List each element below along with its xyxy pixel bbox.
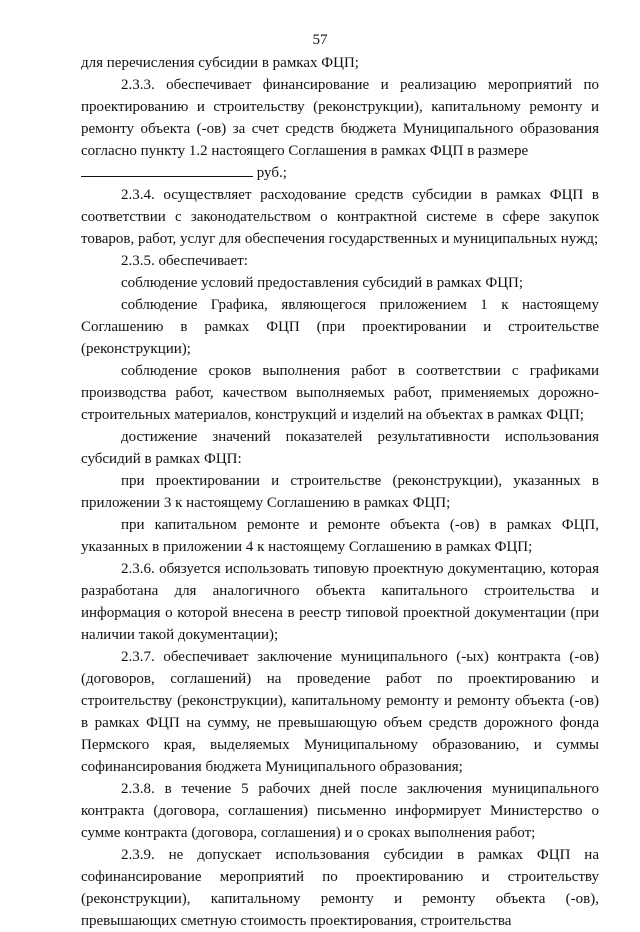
amount-blank-line <box>81 162 253 177</box>
paragraph-deadlines: соблюдение сроков выполнения работ в соответствии с графиками производства работ, качеством выполняемых работ, применяемых дорожно-строительных материалов, конструкций и изделий на объектах в рамках ФЦП; <box>81 363 599 423</box>
paragraph-continuation: для перечисления субсидии в рамках ФЦП; <box>81 55 359 71</box>
paragraph-design-construction: при проектировании и строительстве (реконструкции), указанных в приложении 3 к настоящему Соглашению в рамках ФЦП; <box>81 473 599 511</box>
paragraph-2-3-7: 2.3.7. обеспечивает заключение муниципального (-ых) контракта (-ов) (договоров, соглашений) на проведение работ по проектированию и строительству (реконструкции), капитальному ремонту и ремонту объекта (-ов) в рамках ФЦП на сумму, не превышающую объем средств дорожного фонда Пермского края, выделяемых Муниципальному образованию, и суммы софинансирования бюджета Муниципального образования; <box>81 649 599 775</box>
paragraph-schedule: соблюдение Графика, являющегося приложением 1 к настоящему Соглашению в рамках ФЦП (при проектировании и строительстве (реконструкции); <box>81 297 599 357</box>
document-body <box>81 52 599 932</box>
paragraph-conditions: соблюдение условий предоставления субсидий в рамках ФЦП; <box>121 275 524 291</box>
paragraph-2-3-9: 2.3.9. не допускает использования субсидии в рамках ФЦП на софинансирование мероприятий по проектированию и строительству (реконструкции), капитальному ремонту и ремонту объекта (-ов), превышающих сметную стоимость проектирования, строительства <box>81 847 599 929</box>
paragraph-2-3-8: 2.3.8. в течение 5 рабочих дней после заключения муниципального контракта (договора, соглашения) письменно информирует Министерство о сумме контракта (договора, соглашения) и о сроках выполнения работ; <box>81 781 599 841</box>
paragraph-repair: при капитальном ремонте и ремонте объекта (-ов) в рамках ФЦП, указанных в приложении 4 к настоящему Соглашению в рамках ФЦП; <box>81 517 599 555</box>
paragraph-amount-line <box>81 162 599 184</box>
paragraph-indicators: достижение значений показателей результативности использования субсидий в рамках ФЦП: <box>81 429 599 467</box>
paragraph-2-3-4: 2.3.4. осуществляет расходование средств субсидии в рамках ФЦП в соответствии с законодательством о контрактной системе в сфере закупок товаров, работ, услуг для обеспечения государственных и муниципальных нужд; <box>81 187 599 247</box>
page-number: 57 <box>312 32 328 48</box>
currency-label: руб.; <box>256 165 287 181</box>
paragraph-2-3-6: 2.3.6. обязуется использовать типовую проектную документацию, которая разработана для аналогичного объекта капитального строительства и информация о которой внесена в реестр типовой проектной документации (при наличии такой документации); <box>81 561 599 643</box>
paragraph-2-3-5: 2.3.5. обеспечивает: <box>121 253 248 269</box>
paragraph-2-3-3: 2.3.3. обеспечивает финансирование и реализацию мероприятий по проектированию и строительству (реконструкции), капитальному ремонту и ремонту объекта (-ов) за счет средств бюджета Муниципального образования согласно пункту 1.2 настоящего Соглашения в рамках ФЦП в размере <box>81 77 599 159</box>
